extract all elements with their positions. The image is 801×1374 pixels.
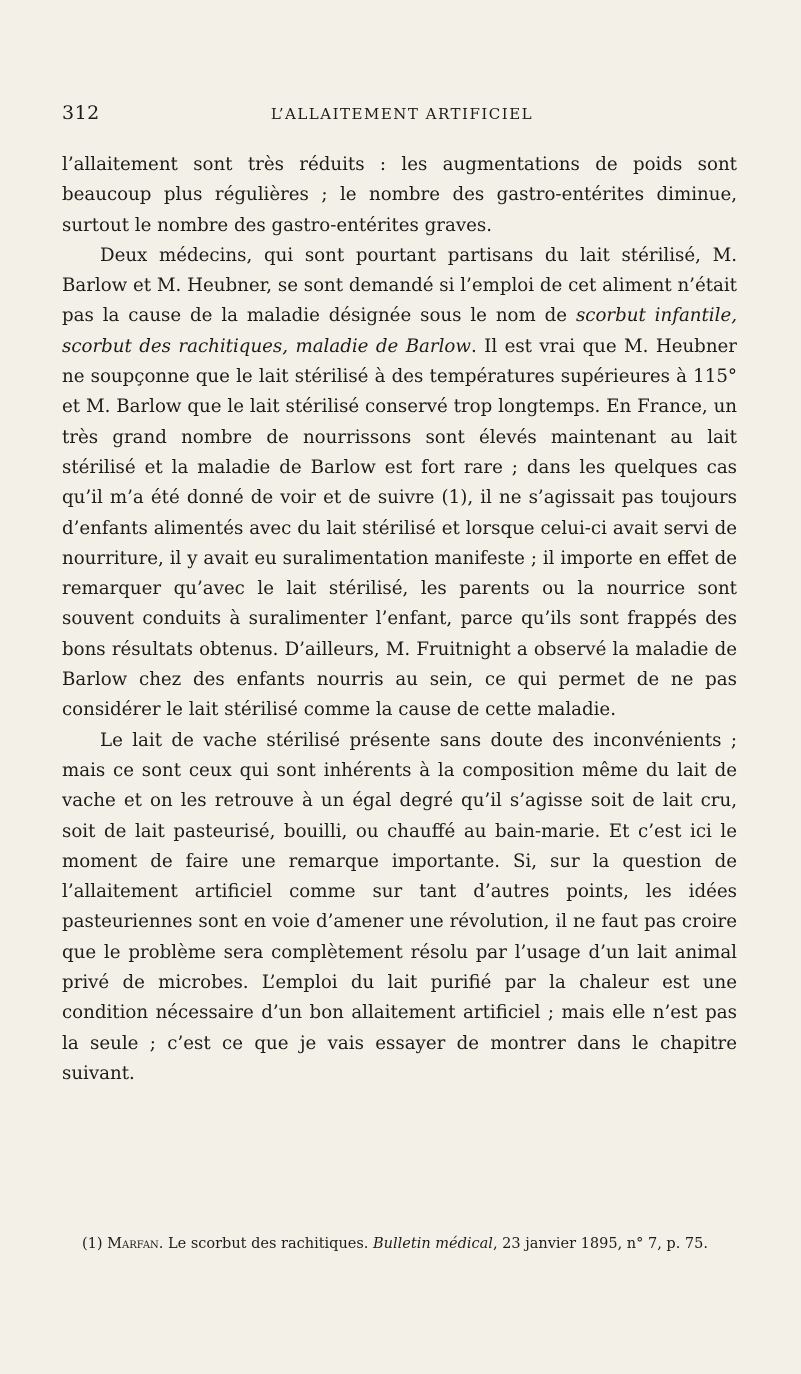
paragraph-text: . Il est vrai que M. Heubner ne soupçonne que le lait stérilisé à des températures supérieures à 115° et M. Barlow que le lait stérilisé conservé trop longtemps. En France, un très grand nombre de nourrissons sont élevés maintenant au lait stérilisé et la maladie de Barlow est fort rare ; dans les quelques cas qu’il m’a été donné de voir et de suivre (1), il ne s’agissait pas toujours d’enfants alimentés avec du lait stérilisé et lorsque celui-ci avait servi de nourriture, il y avait eu suralimentation manifeste ; il importe en effet de remarquer qu’avec le lait stérilisé, les parents ou la nourrice sont souvent conduits à suralimenter l’enfant, parce qu’ils sont frappés des bons résultats obtenus. D’ailleurs, M. Fruitnight a observé la maladie de Barlow chez des enfants nourris au sein, ce qui permet de ne pas considérer le lait stérilisé comme la cause de cette maladie. (62, 335, 737, 721)
paragraph (62, 150, 737, 241)
footnote-text: Bulletin médical (373, 1236, 493, 1252)
paragraph-text: l’allaitement sont très réduits : les augmentations de poids sont beaucoup plus régulières ; le nombre des gastro-entérites diminue, surtout le nombre des gastro-entérites graves. (62, 154, 737, 236)
running-title: L’ALLAITEMENT ARTIFICIEL (270, 105, 534, 123)
paragraph-text: scorbut infantile, scorbut des rachitiques, maladie de Barlow (62, 305, 737, 357)
paragraph-text: Deux médecins, qui sont pourtant partisans du lait stérilisé, M. Barlow et M. Heubner, se sont demandé si l’emploi de cet aliment n’était pas la cause de la maladie désignée sous le nom de (62, 244, 737, 327)
page-number: 312 (62, 102, 100, 124)
body-text (62, 150, 737, 1089)
paragraph (62, 726, 737, 1090)
footnote-text: , 23 janvier 1895, n° 7, p. 75. (492, 1236, 708, 1252)
footnote-text: (1) (82, 1236, 108, 1252)
footnotes (62, 1233, 737, 1255)
page-header (62, 102, 742, 132)
footnote (62, 1233, 737, 1255)
paragraph-text: Le lait de vache stérilisé présente sans doute des inconvénients ; mais ce sont ceux qui sont inhérents à la composition même du lait de vache et on les retrouve à un égal degré qu’il s’agisse soit de lait cru, soit de lait pasteurisé, bouilli, ou chauffé au bain-marie. Et c’est ici le moment de faire une remarque importante. Si, sur la question de l’allaitement artificiel comme sur tant d’autres points, les idées pasteuriennes sont en voie d’amener une révolution, il ne faut pas croire que le problème sera complètement résolu par l’usage d’un lait animal privé de microbes. L’emploi du lait purifié par la chaleur est une condition nécessaire d’un bon allaitement artificiel ; mais elle n’est pas la seule ; c’est ce que je vais essayer de montrer dans le chapitre suivant. (62, 729, 737, 1084)
footnote-text: . Le scorbut des rachitiques. (158, 1236, 374, 1252)
footnote-text: Marfan (107, 1236, 159, 1252)
paragraph (62, 241, 737, 726)
